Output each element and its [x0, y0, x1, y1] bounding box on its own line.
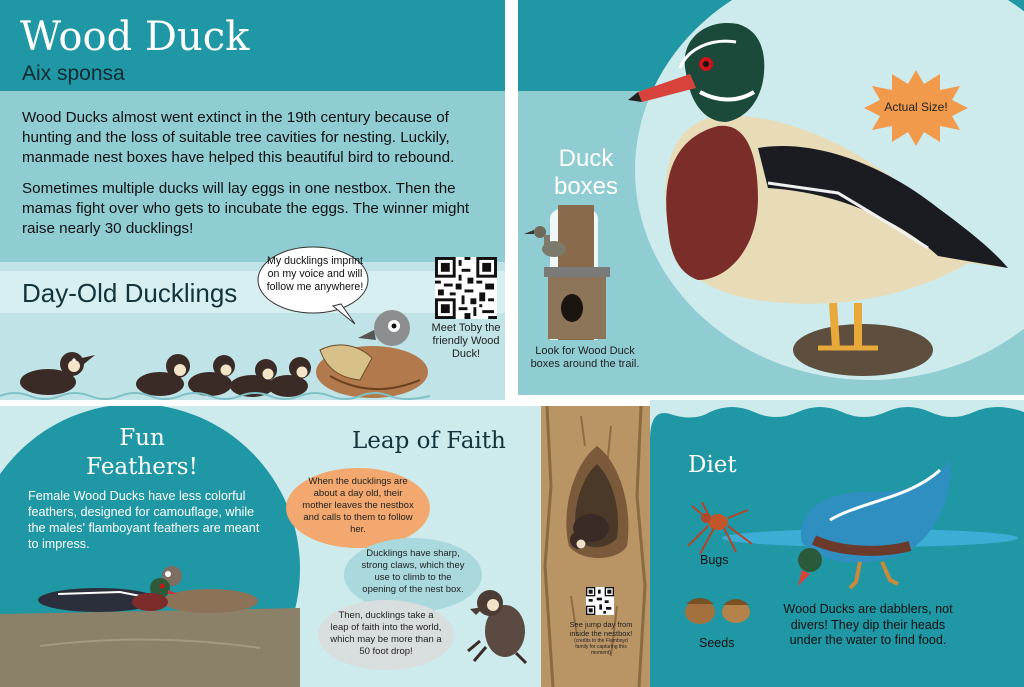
duckling-2: [136, 354, 190, 396]
diet-panel: [650, 400, 1024, 687]
jumping-duckling-illustration: [460, 581, 535, 666]
bug-illustration: [678, 500, 760, 558]
seeds-illustration: [680, 590, 756, 626]
duckling-3: [188, 355, 235, 396]
toby-qr-caption: Meet Toby the friendly Wood Duck!: [431, 322, 501, 360]
leap-bubble-1-text: When the ducklings are about a day old, their mother leaves the nestbox and calls to them to follow her.: [302, 476, 414, 535]
mother-duck: [316, 310, 428, 398]
page-title: Wood Duck: [20, 14, 250, 60]
intro-panel: [0, 0, 505, 400]
fun-feathers-heading: Fun Feathers!: [86, 425, 198, 480]
diet-heading: Diet: [688, 452, 737, 478]
duck-boxes-caption: Look for Wood Duck boxes around the trail.: [530, 345, 640, 370]
tree-trunk-panel: [541, 406, 650, 687]
leap-bubble-3-text: Then, ducklings take a leap of faith into the world, which may be more than a 50 foot drop!: [330, 610, 442, 657]
leap-bubble-2-text: Ducklings have sharp, strong claws, which they use to climb to the opening of the nest box.: [361, 548, 465, 595]
duck-boxes-heading: Duck boxes: [553, 145, 619, 200]
wood-ducks-pair-photo: [0, 556, 300, 687]
intro-paragraph-2: Sometimes multiple ducks will lay eggs in one nestbox. Then the mamas fight over who gets to incubate the eggs. The winner might raise nearly 30 ducklings!: [22, 180, 470, 237]
bugs-label: Bugs: [700, 553, 729, 567]
feathers-leap-panel: [0, 406, 541, 687]
leap-of-faith-heading: Leap of Faith: [352, 428, 506, 454]
ducklings-illustration: [0, 300, 430, 400]
toby-qr-code[interactable]: [435, 257, 497, 319]
scientific-name: Aix sponsa: [22, 62, 125, 85]
seeds-label: Seeds: [699, 636, 735, 650]
speech-bubble-text: My ducklings imprint on my voice and will follow me anywhere!: [266, 255, 364, 293]
diet-text: Wood Ducks are dabblers, not divers! They dip their heads under the water to find food.: [783, 602, 953, 647]
duckling-1: [20, 352, 95, 395]
nestbox-qr-code[interactable]: [586, 587, 614, 615]
actual-size-badge-text: Actual Size!: [884, 100, 948, 114]
dabbling-duck-illustration: [790, 450, 955, 595]
ducklings-heading: Day-Old Ducklings: [22, 278, 238, 308]
fun-feathers-text: Female Wood Ducks have less colorful feathers, designed for camouflage, while the males' flamboyant feathers are meant to impress.: [28, 489, 260, 551]
duck-boxes-panel: [518, 0, 1024, 395]
nestbox-qr-caption: See jump day from inside the nestbox!: [569, 620, 633, 638]
nestbox-qr-credit: (credits to the Flamboyd family for capturing this moment): [574, 638, 628, 656]
duckling-4: [230, 359, 277, 397]
intro-paragraph-1: Wood Ducks almost went extinct in the 19th century because of hunting and the loss of suitable tree cavities for nesting. Luckily, manmade nest boxes have helped this beautiful bird to rebound.: [22, 109, 455, 166]
